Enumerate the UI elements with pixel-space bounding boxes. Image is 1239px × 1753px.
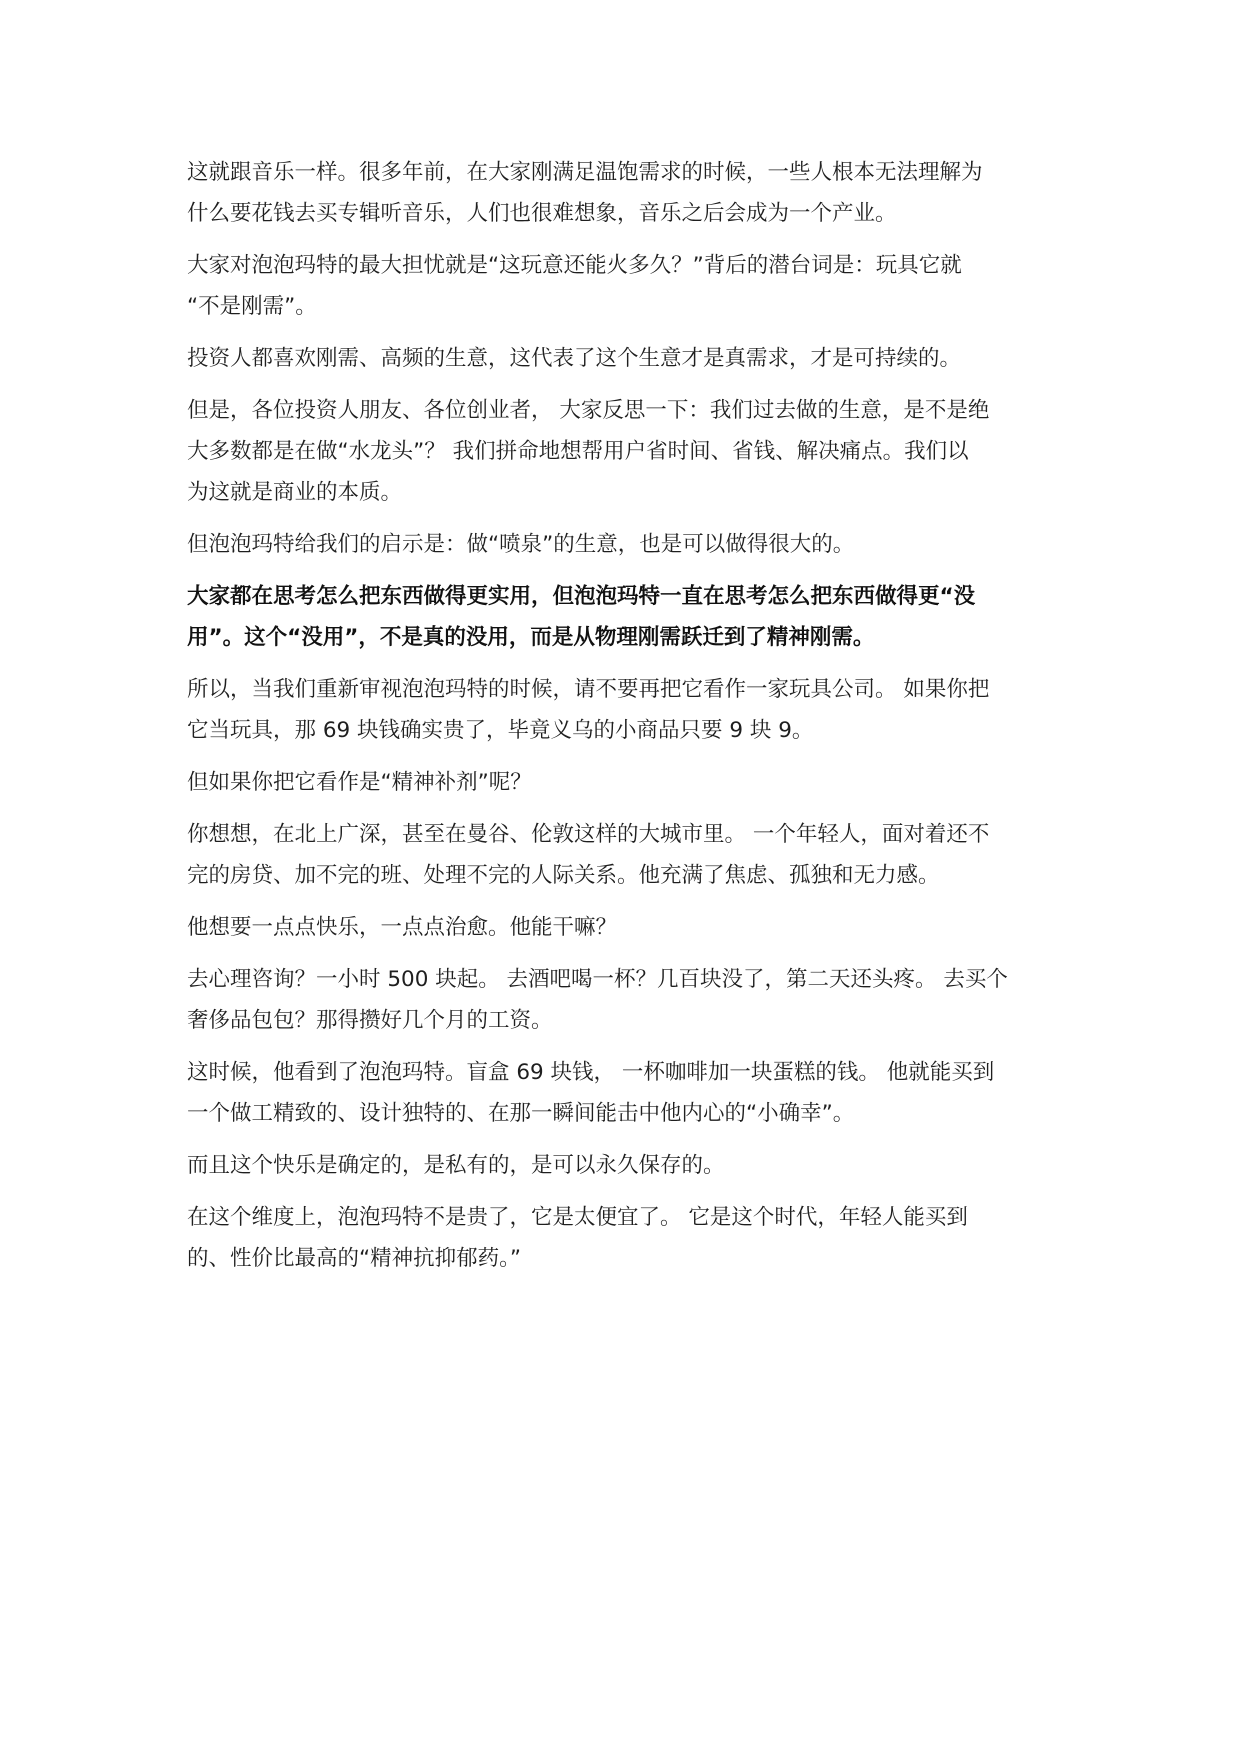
- text-line: 在这个维度上，泡泡玛特不是贵了，它是太便宜了。 它是这个时代，年轻人能买到: [187, 1205, 968, 1230]
- paragraph: [187, 669, 1057, 751]
- text-line: 大多数都是在做“水龙头”？ 我们拼命地想帮用户省时间、省钱、解决痛点。我们以: [187, 439, 969, 464]
- text-line: “不是刚需”。: [187, 294, 317, 319]
- text-line: 但如果你把它看作是“精神补剂”呢？: [187, 770, 532, 795]
- paragraph: [187, 524, 1057, 565]
- bold-paragraph: [187, 576, 1057, 658]
- article-body: [187, 152, 1057, 1290]
- text-line: 它当玩具，那 69 块钱确实贵了，毕竟义乌的小商品只要 9 块 9。: [187, 718, 814, 743]
- text-line: 大家对泡泡玛特的最大担忧就是“这玩意还能火多久？”背后的潜台词是：玩具它就: [187, 253, 962, 278]
- text-line: 什么要花钱去买专辑听音乐，人们也很难想象，音乐之后会成为一个产业。: [187, 201, 897, 226]
- text-line: 这就跟音乐一样。很多年前，在大家刚满足温饱需求的时候，一些人根本无法理解为: [187, 160, 983, 185]
- paragraph: [187, 959, 1057, 1041]
- paragraph: [187, 1145, 1057, 1186]
- paragraph: [187, 338, 1057, 379]
- paragraph: [187, 762, 1057, 803]
- text-line: 投资人都喜欢刚需、高频的生意，这代表了这个生意才是真需求，才是可持续的。: [187, 346, 962, 371]
- text-line: 用”。这个“没用”，不是真的没用，而是从物理刚需跃迁到了精神刚需。: [187, 625, 875, 650]
- text-line: 这时候，他看到了泡泡玛特。盲盒 69 块钱， 一杯咖啡加一块蛋糕的钱。 他就能买到: [187, 1060, 995, 1085]
- text-line: 完的房贷、加不完的班、处理不完的人际关系。他充满了焦虑、孤独和无力感。: [187, 863, 940, 888]
- text-line: 为这就是商业的本质。: [187, 480, 403, 505]
- text-line: 的、性价比最高的“精神抗抑郁药。”: [187, 1246, 522, 1271]
- text-line: 你想想，在北上广深，甚至在曼谷、伦敦这样的大城市里。 一个年轻人，面对着还不: [187, 822, 990, 847]
- paragraph: [187, 245, 1057, 327]
- text-line: 大家都在思考怎么把东西做得更实用，但泡泡玛特一直在思考怎么把东西做得更“没: [187, 584, 976, 609]
- text-line: 但是，各位投资人朋友、各位创业者， 大家反思一下：我们过去做的生意，是不是绝: [187, 398, 990, 423]
- text-line: 但泡泡玛特给我们的启示是：做“喷泉”的生意，也是可以做得很大的。: [187, 532, 855, 557]
- paragraph: [187, 152, 1057, 234]
- text-line: 一个做工精致的、设计独特的、在那一瞬间能击中他内心的“小确幸”。: [187, 1101, 855, 1126]
- paragraph: [187, 907, 1057, 948]
- text-line: 他想要一点点快乐，一点点治愈。他能干嘛？: [187, 915, 618, 940]
- text-line: 去心理咨询？一小时 500 块起。 去酒吧喝一杯？几百块没了，第二天还头疼。 去买个: [187, 967, 1008, 992]
- text-line: 而且这个快乐是确定的，是私有的，是可以永久保存的。: [187, 1153, 725, 1178]
- paragraph: [187, 390, 1057, 513]
- text-line: 所以，当我们重新审视泡泡玛特的时候，请不要再把它看作一家玩具公司。 如果你把: [187, 677, 990, 702]
- text-line: 奢侈品包包？那得攒好几个月的工资。: [187, 1008, 553, 1033]
- paragraph: [187, 1052, 1057, 1134]
- paragraph: [187, 1197, 1057, 1279]
- paragraph: [187, 814, 1057, 896]
